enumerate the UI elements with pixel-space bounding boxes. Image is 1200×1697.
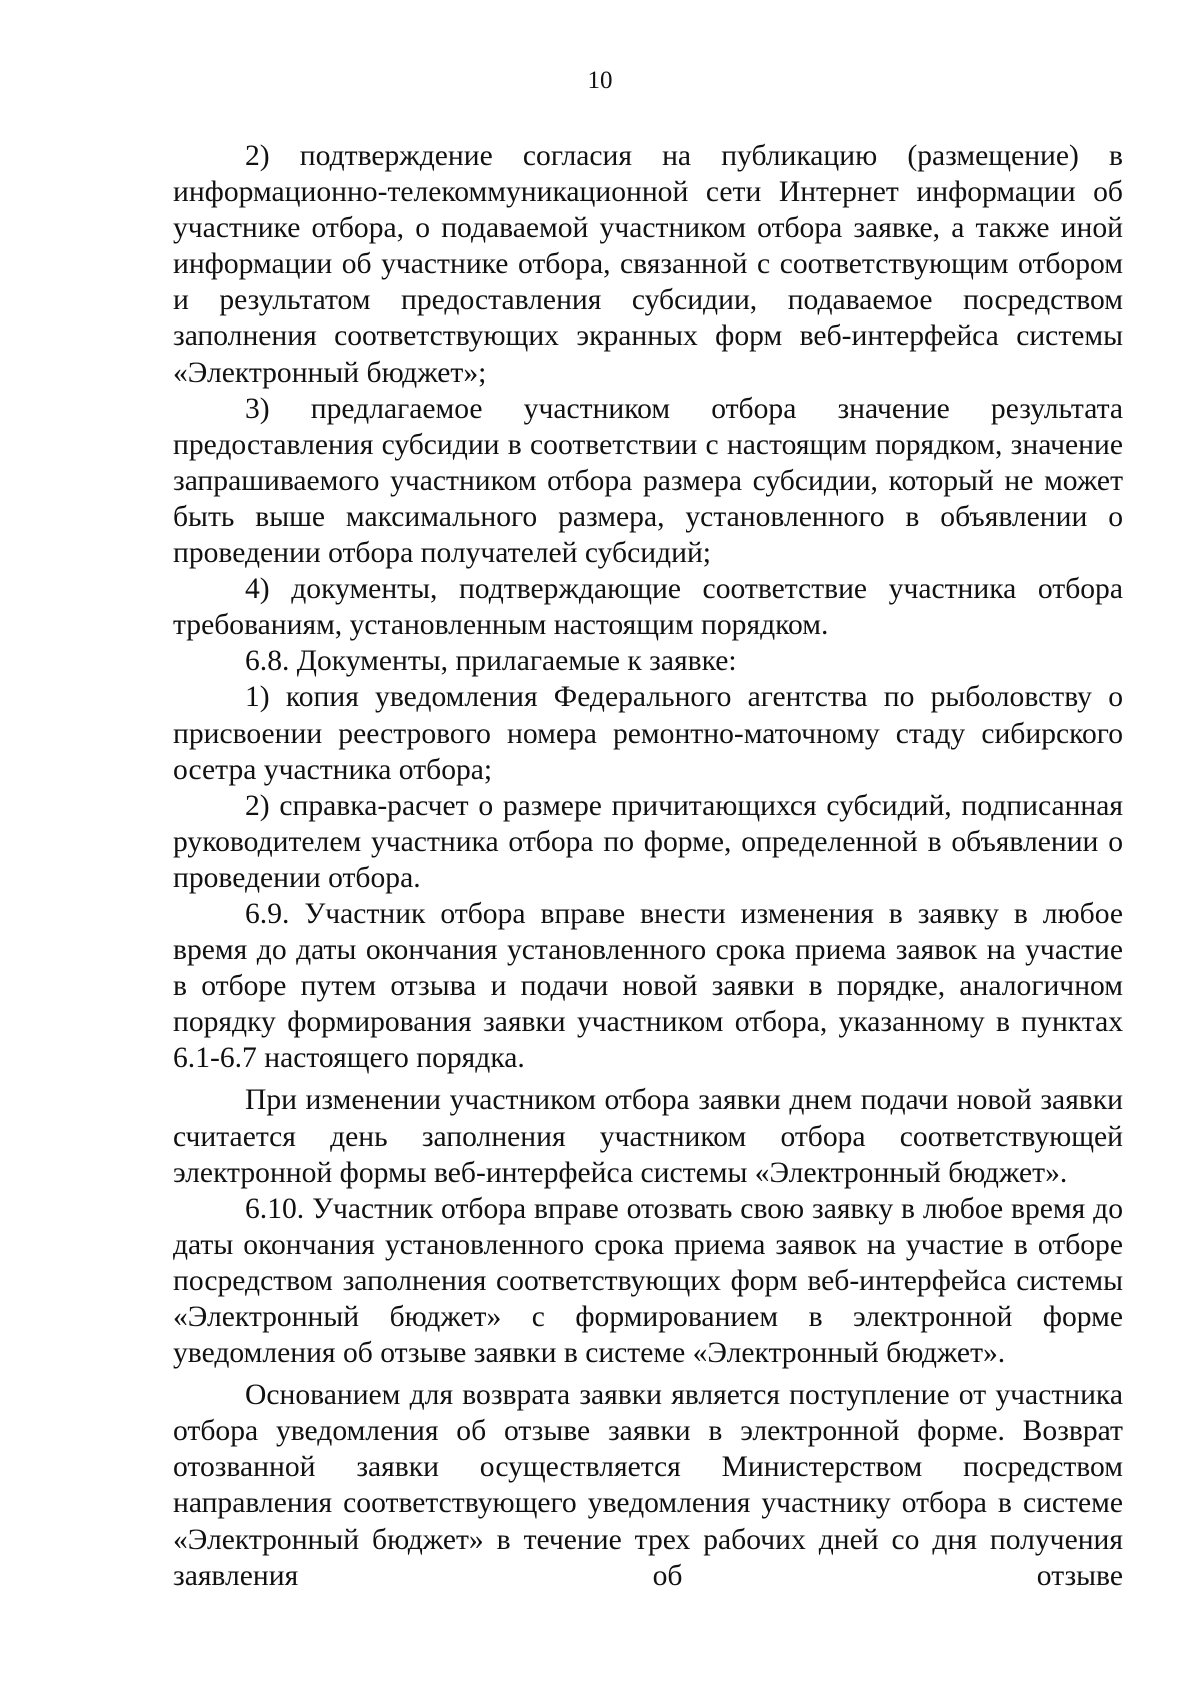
paragraph-compliance-documents: 4) документы, подтверждающие соответствие участника отбора требованиям, установленным настоящим порядком. [173, 573, 1123, 642]
paragraph-consent-publication: 2) подтверждение согласия на публикацию (размещение) в информационно-телекоммуникационной сети Интернет информации об участнике отбора, о подаваемой участником отбора заявке, а также иной информации об участнике отбора, связанной с соответствующим отбором и результатом предоставления субсидии, подаваемое посредством заполнения соответствующих экранных форм веб-интерфейса системы «Электронный бюджет»; [173, 140, 1123, 389]
page-number: 10 [587, 67, 613, 94]
paragraph-section-6-8-heading: 6.8. Документы, прилагаемые к заявке: [245, 645, 737, 678]
paragraph-return-grounds: Основанием для возврата заявки является поступление от участника отбора уведомления об отзыве заявки в электронной форме. Возврат отозванной заявки осуществляется Министерством посредством направления соответствующего уведомления участнику отбора в системе «Электронный бюджет» в течение трех рабочих дней со дня получения заявления об отзыве [173, 1379, 1123, 1592]
paragraph-subsidy-calculation-certificate: 2) справка-расчет о размере причитающихся субсидий, подписанная руководителем участника отбора по форме, определенной в объявлении о проведении отбора. [173, 789, 1123, 894]
paragraph-section-6-10-withdrawal: 6.10. Участник отбора вправе отозвать свою заявку в любое время до даты окончания установленного срока приема заявок на участие в отборе посредством заполнения соответствующих форм веб-интерфейса системы «Электронный бюджет» с формированием в электронной форме уведомления об отзыве заявки в системе «Электронный бюджет». [173, 1192, 1123, 1370]
paragraph-change-submission-date: При изменении участником отбора заявки днем подачи новой заявки считается день заполнения участником отбора соответствующей электронной формы веб-интерфейса системы «Электронный бюджет». [173, 1084, 1123, 1189]
paragraph-proposed-result-value: 3) предлагаемое участником отбора значение результата предоставления субсидии в соответствии с настоящим порядком, значение запрашиваемого участником отбора размера субсидии, который не может быть выше максимального размера, установленного в объявлении о проведении отбора получателей субсидий; [173, 392, 1123, 570]
paragraph-registry-notice-copy: 1) копия уведомления Федерального агентства по рыболовству о присвоении реестрового номера ремонтно-маточному стаду сибирского осетра участника отбора; [173, 681, 1123, 786]
document-body [173, 138, 1123, 1594]
paragraph-section-6-9-changes: 6.9. Участник отбора вправе внести изменения в заявку в любое время до даты окончания установленного срока приема заявок на участие в отборе путем отзыва и подачи новой заявки в порядке, аналогичном порядку формирования заявки участником отбора, указанному в пунктах 6.1-6.7 настоящего порядка. [173, 897, 1123, 1075]
